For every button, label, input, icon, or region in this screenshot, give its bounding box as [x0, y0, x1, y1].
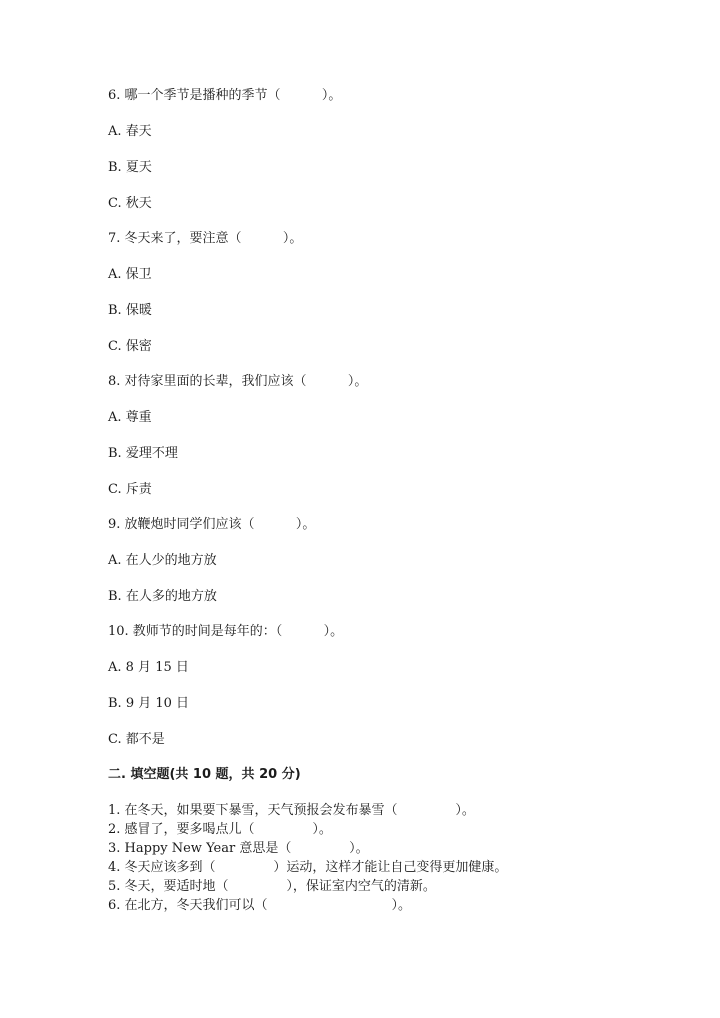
question-7-option-b: B. 保暖	[108, 303, 152, 318]
fill-item-4: 4. 冬天应该多到（ ）运动，这样才能让自己变得更加健康。	[108, 860, 508, 875]
question-9-option-b: B. 在人多的地方放	[108, 589, 217, 604]
fill-item-2: 2. 感冒了，要多喝点儿（ ）。	[108, 822, 332, 837]
question-10-option-b: B. 9 月 10 日	[108, 696, 190, 711]
question-7-option-c: C. 保密	[108, 339, 152, 354]
question-6-option-a: A. 春天	[108, 124, 152, 139]
question-10-option-c: C. 都不是	[108, 732, 165, 747]
question-8-option-b: B. 爱理不理	[108, 446, 178, 461]
fill-item-6: 6. 在北方，冬天我们可以（ ）。	[108, 898, 412, 913]
question-10-stem: 10. 教师节的时间是每年的：（ ）。	[108, 624, 344, 639]
question-8-option-a: A. 尊重	[108, 410, 152, 425]
section-2-title: 二. 填空题(共 10 题，共 20 分)	[108, 767, 301, 782]
fill-item-5: 5. 冬天，要适时地（ ），保证室内空气的清新。	[108, 879, 436, 894]
question-8-option-c: C. 斥责	[108, 482, 152, 497]
question-6-stem: 6. 哪一个季节是播种的季节（ ）。	[108, 88, 342, 103]
question-6-option-b: B. 夏天	[108, 160, 152, 175]
question-9-option-a: A. 在人少的地方放	[108, 553, 217, 568]
question-6-option-c: C. 秋天	[108, 196, 152, 211]
question-8-stem: 8. 对待家里面的长辈，我们应该（ ）。	[108, 374, 368, 389]
fill-item-3: 3. Happy New Year 意思是（ ）。	[108, 841, 369, 856]
question-7-stem: 7. 冬天来了，要注意（ ）。	[108, 231, 303, 246]
question-9-stem: 9. 放鞭炮时同学们应该（ ）。	[108, 517, 316, 532]
question-10-option-a: A. 8 月 15 日	[108, 660, 189, 675]
fill-item-1: 1. 在冬天，如果要下暴雪，天气预报会发布暴雪（ ）。	[108, 803, 475, 818]
question-7-option-a: A. 保卫	[108, 267, 152, 282]
